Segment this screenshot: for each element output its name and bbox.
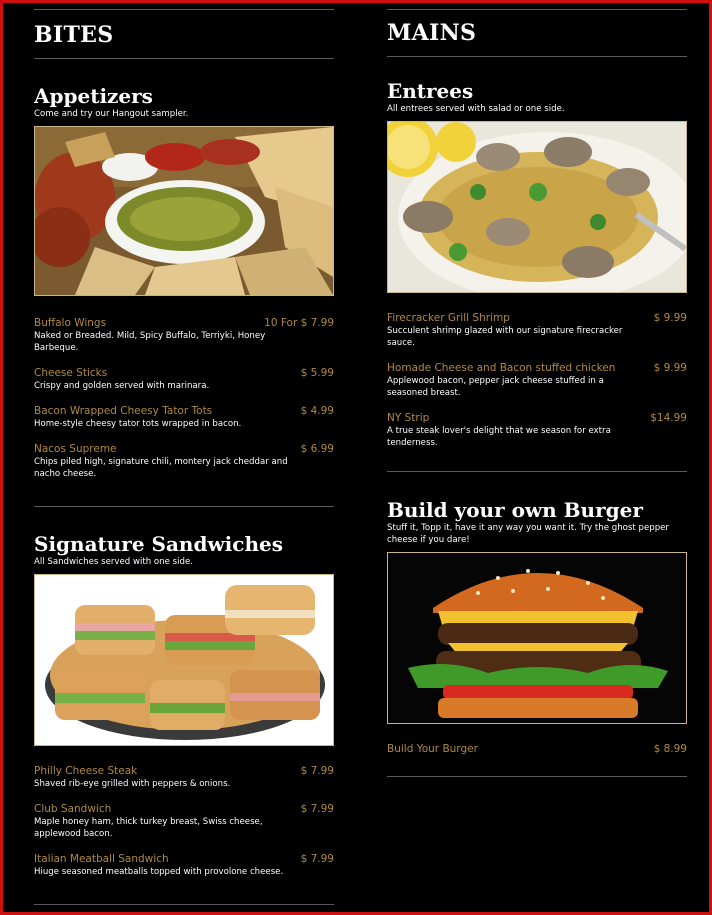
mains-column xyxy=(387,9,687,777)
item-price: $ 9.99 xyxy=(653,312,687,324)
appetizers-title: Appetizers xyxy=(34,84,153,108)
menu-item-shrimp xyxy=(387,311,687,349)
burger-title: Build your own Burger xyxy=(387,498,643,522)
menu-item-stuffed-chicken xyxy=(387,361,687,399)
item-name: Cheese Sticks xyxy=(34,367,108,379)
item-desc: Applewood bacon, pepper jack cheese stuffed in a seasoned breast. xyxy=(387,376,604,398)
menu-item-meatball xyxy=(34,852,334,878)
item-name: Firecracker Grill Shrimp xyxy=(387,312,510,324)
item-name: Club Sandwich xyxy=(34,803,112,815)
item-price: $ 8.99 xyxy=(653,743,687,755)
item-name: Italian Meatball Sandwich xyxy=(34,853,169,865)
menu-item-cheese-sticks xyxy=(34,366,334,392)
menu-item-club xyxy=(34,802,334,840)
burger-rule xyxy=(387,776,687,777)
item-desc: Hiuge seasoned meatballs topped with provolone cheese. xyxy=(34,867,284,877)
item-desc: Shaved rib-eye grilled with peppers & onions. xyxy=(34,779,231,789)
item-name: Nacos Supreme xyxy=(34,443,117,455)
item-price: $14.99 xyxy=(650,412,687,424)
item-desc: Naked or Breaded. Mild, Spicy Buffalo, Terriyki, Honey Barbeque. xyxy=(34,331,266,353)
menu-item-ny-strip xyxy=(387,411,687,449)
menu-item-nachos xyxy=(34,442,334,480)
item-name: Build Your Burger xyxy=(387,743,478,755)
sandwiches-title: Signature Sandwiches xyxy=(34,532,283,556)
item-desc: Home-style cheesy tator tots wrapped in bacon. xyxy=(34,419,242,429)
item-name: Homade Cheese and Bacon stuffed chicken xyxy=(387,362,616,374)
item-price: $ 4.99 xyxy=(300,405,334,417)
bites-column xyxy=(34,9,334,905)
appetizers-photo xyxy=(34,126,334,296)
menu-item-buffalo-wings xyxy=(34,316,334,354)
sandwiches-rule xyxy=(34,904,334,905)
item-name: NY Strip xyxy=(387,412,430,424)
sandwiches-photo xyxy=(34,574,334,746)
menu-item-tator-tots xyxy=(34,404,334,430)
item-name: Bacon Wrapped Cheesy Tator Tots xyxy=(34,405,213,417)
sandwiches-subtitle: All Sandwiches served with one side. xyxy=(34,557,193,567)
item-price: $ 6.99 xyxy=(300,443,334,455)
item-desc: Chips piled high, signature chili, montery jack cheddar and nacho cheese. xyxy=(34,457,288,479)
item-price: $ 5.99 xyxy=(300,367,334,379)
item-price: $ 7.99 xyxy=(300,765,334,777)
item-name: Buffalo Wings xyxy=(34,317,107,329)
item-desc: A true steak lover's delight that we season for extra tenderness. xyxy=(387,426,611,448)
appetizers-subtitle: Come and try our Hangout sampler. xyxy=(34,109,189,119)
item-desc: Crispy and golden served with marinara. xyxy=(34,381,210,391)
item-desc: Succulent shrimp glazed with our signature firecracker sauce. xyxy=(387,326,623,348)
entrees-photo xyxy=(387,121,687,293)
item-price: $ 7.99 xyxy=(300,803,334,815)
item-name: Philly Cheese Steak xyxy=(34,765,138,777)
item-price: 10 For $ 7.99 xyxy=(264,317,334,329)
menu-item-philly xyxy=(34,764,334,790)
entrees-title: Entrees xyxy=(387,79,474,103)
burger-photo xyxy=(387,552,687,724)
bites-heading: BITES xyxy=(34,22,114,48)
entrees-subtitle: All entrees served with salad or one side. xyxy=(387,104,565,114)
burger-subtitle: Stuff it, Topp it, have it any way you want it. Try the ghost pepper cheese if you dare! xyxy=(387,523,669,545)
item-price: $ 9.99 xyxy=(653,362,687,374)
item-price: $ 7.99 xyxy=(300,853,334,865)
mains-heading: MAINS xyxy=(387,20,477,46)
menu-item-build-burger xyxy=(387,742,687,756)
item-desc: Maple honey ham, thick turkey breast, Swiss cheese, applewood bacon. xyxy=(34,817,263,839)
